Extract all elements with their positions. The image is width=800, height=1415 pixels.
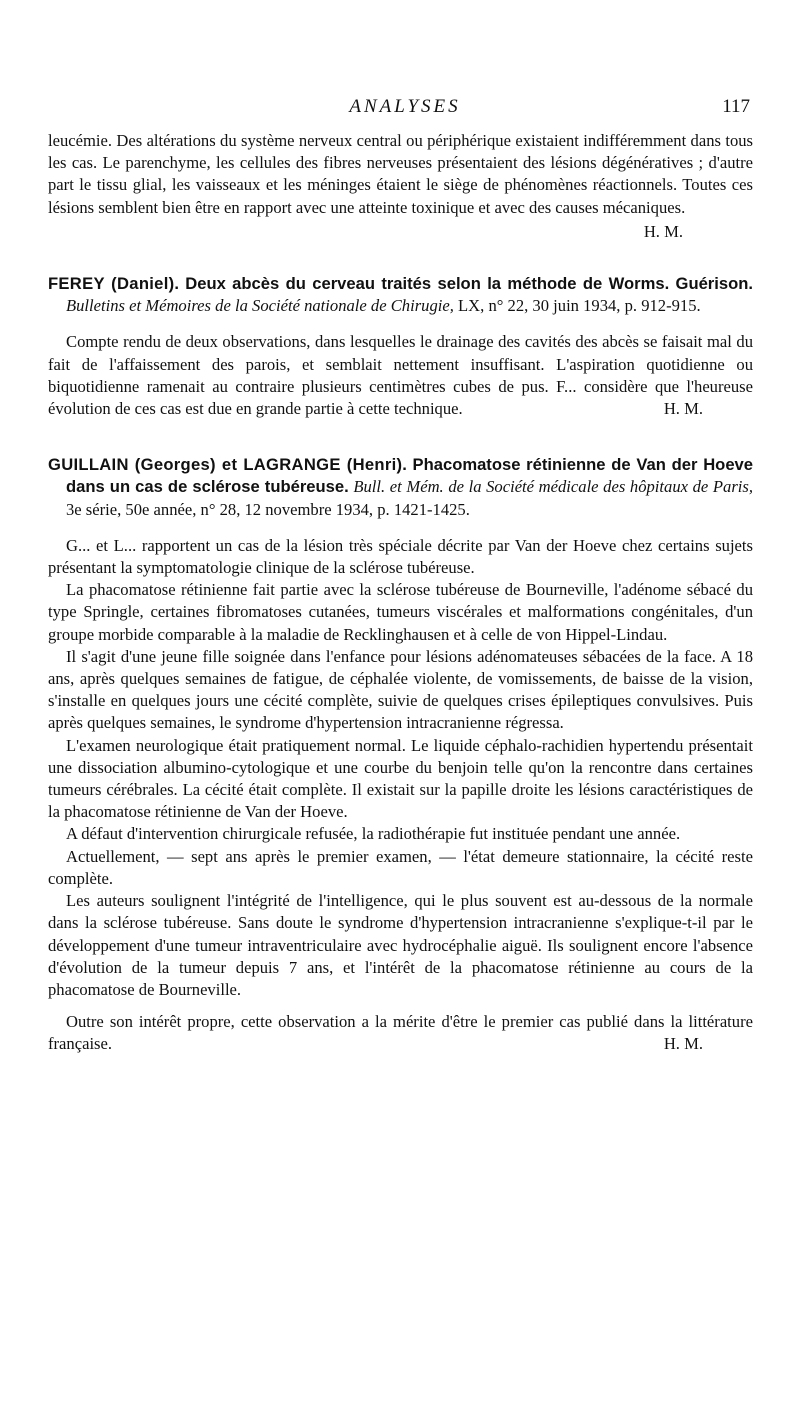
page-header — [60, 96, 750, 126]
abstract-paragraph: G... et L... rapportent un cas de la lésion très spéciale décrite par Van der Hoeve chez certains sujets présentant la symptomatologie clinique de la sclérose tubéreuse. — [48, 535, 753, 578]
reviewer-signature: H. M. — [643, 221, 683, 241]
abstract-paragraph: La phacomatose rétinienne fait partie avec la sclérose tubéreuse de Bourneville, l'adénome sébacé du type Springle, certaines fibromatoses cutanées, tumeurs viscérales et malformations congénitales, d'un groupe morbide comparable à la maladie de Recklinghausen et à celle de von Hippel-Lindau. — [48, 580, 753, 644]
article-title: Deux abcès du cerveau traités selon la méthode de Worms. Guérison. — [185, 274, 753, 294]
page-number: 117 — [722, 96, 750, 117]
abstract-paragraph: L'examen neurologique était pratiquement normal. Le liquide céphalo-rachidien hypertendu présentait une dissociation albumino-cytologique et une courbe du benjoin telle qu'on la rencontre dans certaines tumeurs cérébrales. La cécité était complète. Il existait sur la papille droite les lésions caractéristiques de la phacomatose rétinienne de Van der Hoeve. — [48, 735, 753, 822]
journal-name: Bull. et Mém. de la Société médicale des hôpitaux de Paris, — [353, 477, 753, 497]
continued-paragraph: leucémie. Des altérations du système nerveux central ou périphérique existaient indifféremment dans tous les cas. Le parenchyme, les cellules des fibres nerveuses présentaient des lésions dégénératives ; d'autre part le tissu glial, les vaisseaux et les méninges étaient le siège de phénomènes réactionnels. Toutes ces lésions semblent bien être en rapport avec une atteinte toxinique et avec des causes mécaniques. — [48, 131, 753, 217]
abstract-paragraph: Outre son intérêt propre, cette observation a la mérite d'être le premier cas publié dans la littérature française. — [48, 1012, 753, 1054]
reviewer-signature: H. M. — [663, 1034, 703, 1054]
journal-name: Bulletins et Mémoires de la Société nationale de Chirugie, — [66, 296, 454, 316]
review-guillain-lagrange — [48, 454, 753, 1055]
citation — [48, 273, 753, 317]
abstract — [48, 535, 753, 1056]
abstract-paragraph: Compte rendu de deux observations, dans lesquelles le drainage des cavités des abcès se faisait mal du fait de l'affaissement des parois, et semblait nettement insuffisant. L'aspiration quotidienne ou biquotidienne ramenait au contraire plusieurs centimètres cubes de pus. F... considère que l'heureuse évolution de ces cas est due en grande partie à cette technique. — [48, 332, 753, 419]
abstract — [48, 331, 753, 420]
journal-reference: 3e série, 50e année, n° 28, 12 novembre 1934, p. 1421-1425. — [66, 499, 470, 519]
continued-review — [48, 130, 753, 243]
abstract-paragraph: Actuellement, — sept ans après le premier examen, — l'état demeure stationnaire, la cécité reste complète. — [48, 846, 753, 888]
author: FEREY (Daniel). — [48, 274, 180, 294]
abstract-paragraph: Il s'agit d'une jeune fille soignée dans l'enfance pour lésions adénomateuses sébacées de la face. A 18 ans, après quelques semaines de fatigue, de céphalée violente, de vomissements, de baisse de la vision, s'installe en quelques jours une cécité complète, suivie de quelques crises épileptiques convulsives. Puis après quelques semaines, le syndrome d'hypertension intracranienne régressa. — [48, 646, 753, 733]
abstract-paragraph: Les auteurs soulignent l'intégrité de l'intelligence, qui le plus souvent est au-dessous de la normale dans la sclérose tubéreuse. Sans doute le syndrome d'hypertension intracranienne s'explique-t-il par le développement d'une tumeur intraventriculaire avec hydrocéphalie aiguë. Ils soulignent encore l'absence d'évolution de la tumeur depuis 7 ans, et l'intérêt de la phacomatose rétinienne au cours de la phacomatose de Bourneville. — [48, 891, 753, 999]
running-title: ANALYSES — [349, 96, 461, 117]
review-ferey — [48, 273, 753, 420]
citation — [48, 454, 753, 521]
article-title: Phacomatose rétinienne de Van der Hoeve dans un cas de sclérose tubéreuse. — [66, 455, 754, 497]
author: GUILLAIN (Georges) et LAGRANGE (Henri). — [48, 455, 408, 475]
body-text — [48, 130, 753, 1056]
abstract-paragraph: A défaut d'intervention chirurgicale refusée, la radiothérapie fut instituée pendant une année. — [66, 824, 681, 844]
reviewer-signature: H. M. — [663, 399, 703, 419]
journal-reference: LX, n° 22, 30 juin 1934, p. 912-915. — [458, 296, 701, 316]
